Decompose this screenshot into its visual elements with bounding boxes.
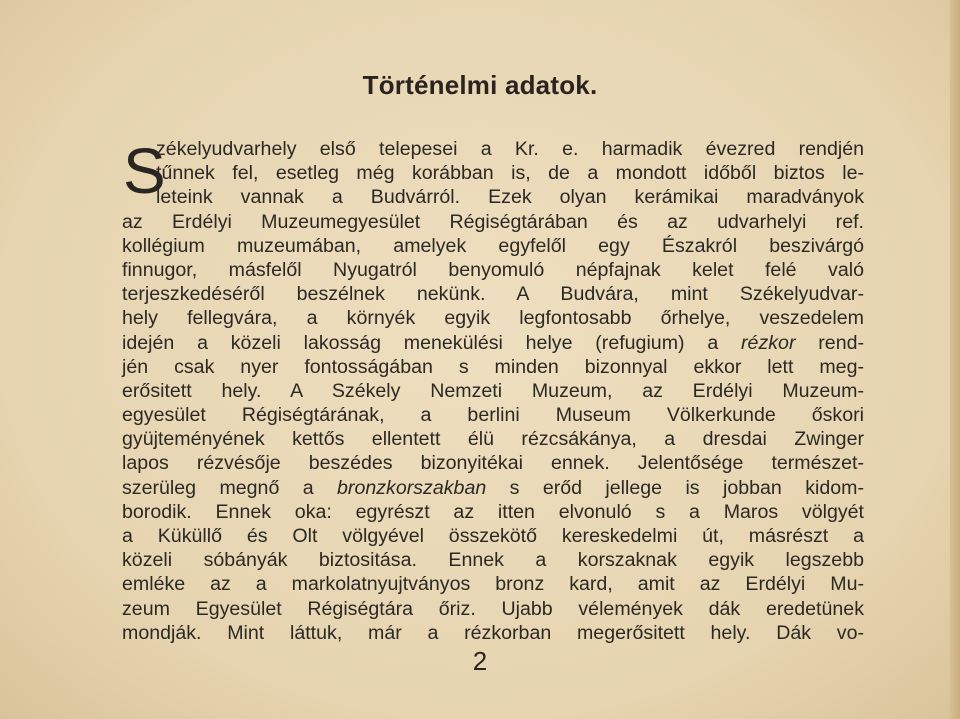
text-line: szerüleg megnő a bronzkorszakban s erőd jellege is jobban kidom- xyxy=(122,476,864,499)
text-line: kollégium muzeumában, amelyek egyfelől egy Északról beszivárgó xyxy=(122,234,864,257)
body-text xyxy=(122,137,864,645)
text-line: jén csak nyer fontosságában s minden bizonnyal ekkor lett meg- xyxy=(122,355,864,378)
text-line: borodik. Ennek oka: egyrészt az itten elvonuló s a Maros völgyét xyxy=(122,500,864,523)
text-line: finnugor, másfelől Nyugatról benyomuló népfajnak kelet felé való xyxy=(122,258,864,281)
italic-term: bronzkorszakban xyxy=(337,476,487,499)
page-edge xyxy=(950,0,960,719)
text-line: tűnnek fel, esetleg még korábban is, de a mondott időből biztos le- xyxy=(156,162,864,185)
drop-cap: S xyxy=(123,135,166,207)
text-line: lapos rézvésője beszédes bizonyitékai ennek. Jelentősége természet- xyxy=(122,452,864,475)
text-line: mondják. Mint láttuk, már a rézkorban megerősitett hely. Dák vo- xyxy=(122,621,864,644)
page-title: Történelmi adatok. xyxy=(362,70,598,100)
text-line: emléke az a markolatnyujtványos bronz kard, amit az Erdélyi Mu- xyxy=(122,573,864,596)
text-line: leteink vannak a Budvárról. Ezek olyan kerámikai maradványok xyxy=(156,186,864,209)
italic-term: rézkor xyxy=(741,331,796,354)
text-line: a Küküllő és Olt völgyével összekötő kereskedelmi út, másrészt a xyxy=(122,525,864,547)
page-number: 2 xyxy=(472,646,488,676)
text-line: közeli sóbányák biztositása. Ennek a korszaknak egyik legszebb xyxy=(122,549,864,572)
text-line: az Erdélyi Muzeumegyesület Régiségtárában és az udvarhelyi ref. xyxy=(122,210,864,233)
text-line: zékelyudvarhely első telepesei a Kr. e. harmadik évezred rendjén xyxy=(156,138,864,160)
text-line: zeum Egyesület Régiségtára őriz. Ujabb vélemények dák eredetünek xyxy=(122,597,864,620)
text-line: egyesület Régiségtárának, a berlini Museum Völkerkunde őskori xyxy=(122,404,864,427)
text-line: terjeszkedéséről beszélnek nekünk. A Budvára, mint Székelyudvar- xyxy=(122,283,864,306)
text-line: hely fellegvára, a környék egyik legfontosabb őrhelye, veszedelem xyxy=(122,307,864,330)
text-line: erősitett hely. A Székely Nemzeti Muzeum, az Erdélyi Muzeum- xyxy=(122,379,864,402)
text-line: idején a közeli lakosság menekülési helye (refugium) a rézkor rend- xyxy=(122,331,865,354)
text-line: gyüjteményének kettős ellentett élü rézcsákánya, a dresdai Zwinger xyxy=(122,428,864,451)
